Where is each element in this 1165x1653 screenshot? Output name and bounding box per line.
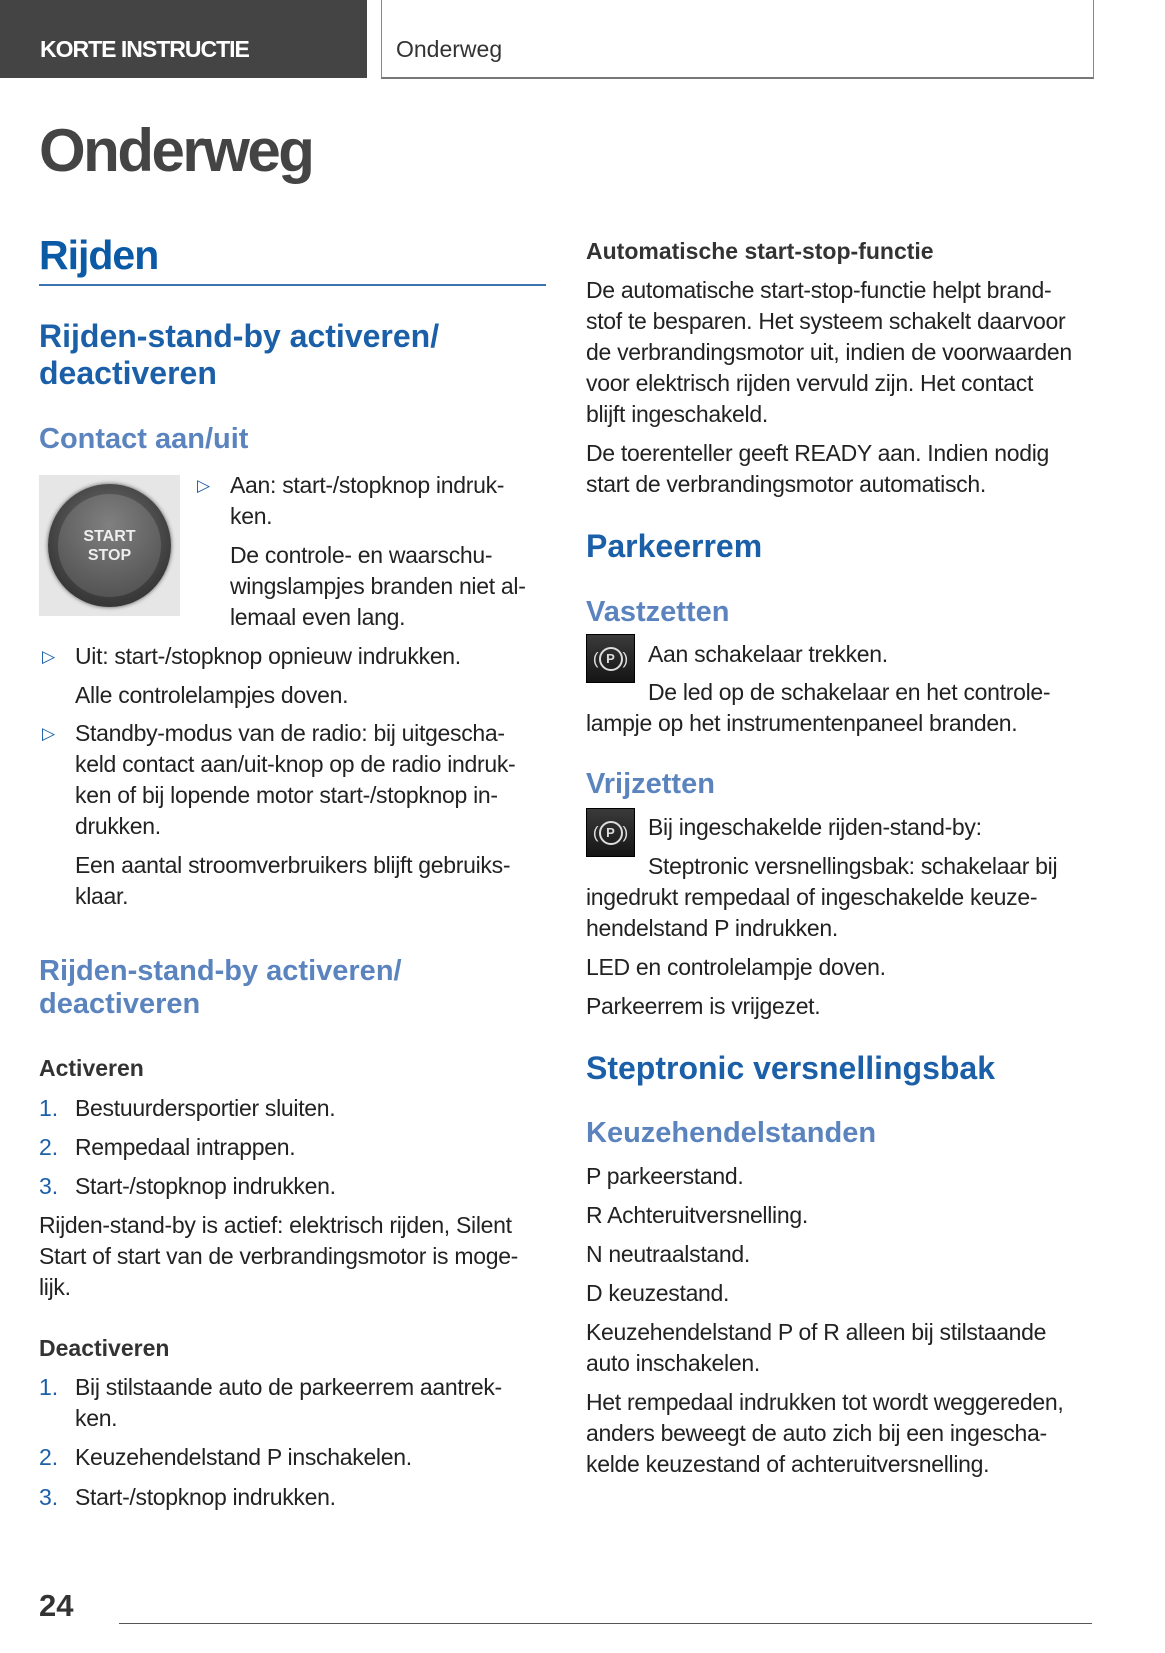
- list-item: Keuzehendelstand P inschakelen.: [75, 1444, 412, 1470]
- heading-standby: Rijden-stand-by activeren/ deactiveren: [39, 318, 440, 391]
- list-item: Start-/stopknop indrukken.: [75, 1484, 336, 1510]
- chapter-label: Onderweg: [396, 36, 503, 62]
- heading-steptronic: Steptronic versnellingsbak: [586, 1050, 996, 1086]
- bullet-text: Uit: start-/stopknop opnieuw indrukken.: [75, 643, 461, 669]
- list-item: Bij stilstaande auto de parkeerrem aantrek- ken.: [75, 1374, 502, 1431]
- bullet-note: Alle controlelampjes doven.: [75, 682, 349, 708]
- heading-activeren: Activeren: [39, 1055, 144, 1081]
- icon-letter: P: [599, 821, 623, 845]
- heading-vrijzetten: Vrijzetten: [586, 768, 715, 800]
- bullet-triangle-icon: ▷: [42, 647, 56, 666]
- heading-standby-sub: Rijden-stand-by activeren/ deactiveren: [39, 955, 402, 1020]
- list-number: 3.: [39, 1484, 59, 1510]
- heading-parkeerrem: Parkeerrem: [586, 528, 763, 564]
- list-item: Bestuurdersportier sluiten.: [75, 1095, 336, 1121]
- heading-contact: Contact aan/uit: [39, 423, 249, 455]
- heading-vastzetten: Vastzetten: [586, 596, 730, 628]
- list-item: Start-/stopknop indrukken.: [75, 1173, 336, 1199]
- paragraph: Het rempedaal indrukken tot wordt weggereden, anders beweegt de auto zich bij een ingescha- kelde keuzestand of achteruitversnelling.: [586, 1389, 1064, 1477]
- paragraph: De automatische start-stop-functie helpt brand- stof te besparen. Het systeem schakelt daarvoor de verbrandingsmotor uit, indien de voorwaarden voor elektrisch rijden vervuld zijn. Het contact blijft ingeschakeld.: [586, 277, 1072, 427]
- parking-brake-icon: ( P ): [586, 634, 635, 683]
- footer-rule: [119, 1623, 1092, 1624]
- paragraph: De led op de schakelaar en het controle- lampje op het instrumentenpaneel branden.: [586, 679, 1051, 736]
- gear-position-d: D keuzestand.: [586, 1280, 730, 1306]
- paragraph: LED en controlelampje doven.: [586, 954, 886, 980]
- section-tab: [0, 0, 367, 78]
- start-stop-button-image: [39, 475, 180, 616]
- list-number: 2.: [39, 1444, 59, 1470]
- heading-rijden: Rijden: [39, 232, 159, 278]
- button-text-stop: STOP: [87, 546, 132, 564]
- bullet-triangle-icon: ▷: [42, 724, 56, 743]
- activeren-note: Rijden-stand-by is actief: elektrisch rijden, Silent Start of start van de verbrandingsmotor is moge- lijk.: [39, 1212, 519, 1300]
- bullet-triangle-icon: ▷: [197, 476, 211, 495]
- paragraph: Aan schakelaar trekken.: [648, 641, 888, 667]
- paragraph: Keuzehendelstand P of R alleen bij stilstaande auto inschakelen.: [586, 1319, 1047, 1376]
- page-number: 24: [39, 1588, 74, 1623]
- bullet-note: Een aantal stroomverbruikers blijft gebruiks- klaar.: [75, 852, 511, 909]
- paragraph: Steptronic versnellingsbak: schakelaar bij ingedrukt rempedaal of ingeschakelde keuze- hendelstand P indrukken.: [586, 853, 1058, 941]
- paragraph: De toerenteller geeft READY aan. Indien nodig start de verbrandingsmotor automatisch.: [586, 440, 1049, 497]
- bullet-note: De controle- en waarschu- wingslampjes branden niet al- lemaal even lang.: [230, 542, 526, 630]
- heading-autostart: Automatische start-stop-functie: [586, 238, 934, 264]
- list-number: 3.: [39, 1173, 59, 1199]
- list-number: 2.: [39, 1134, 59, 1160]
- heading-rule: [39, 284, 546, 286]
- paragraph: Bij ingeschakelde rijden-stand-by:: [648, 814, 982, 840]
- chapter-tab: [381, 0, 1094, 79]
- gear-position-r: R Achteruitversnelling.: [586, 1202, 808, 1228]
- section-label: KORTE INSTRUCTIE: [40, 36, 249, 62]
- page-title: Onderweg: [39, 117, 313, 184]
- heading-keuzehendelstanden: Keuzehendelstanden: [586, 1117, 877, 1149]
- list-number: 1.: [39, 1374, 59, 1400]
- bullet-text: Standby-modus van de radio: bij uitgescha- keld contact aan/uit-knop op de radio indruk- ken of bij lopende motor start-/stopknop in- drukken.: [75, 720, 516, 839]
- list-item: Rempedaal intrappen.: [75, 1134, 296, 1160]
- icon-letter: P: [599, 647, 623, 671]
- list-number: 1.: [39, 1095, 59, 1121]
- gear-position-p: P parkeerstand.: [586, 1163, 744, 1189]
- bullet-text: Aan: start-/stopknop indruk- ken.: [230, 472, 505, 529]
- parking-brake-icon: ( P ): [586, 808, 635, 857]
- button-text-start: START: [83, 527, 136, 545]
- heading-deactiveren: Deactiveren: [39, 1335, 170, 1361]
- gear-position-n: N neutraalstand.: [586, 1241, 750, 1267]
- paragraph: Parkeerrem is vrijgezet.: [586, 993, 821, 1019]
